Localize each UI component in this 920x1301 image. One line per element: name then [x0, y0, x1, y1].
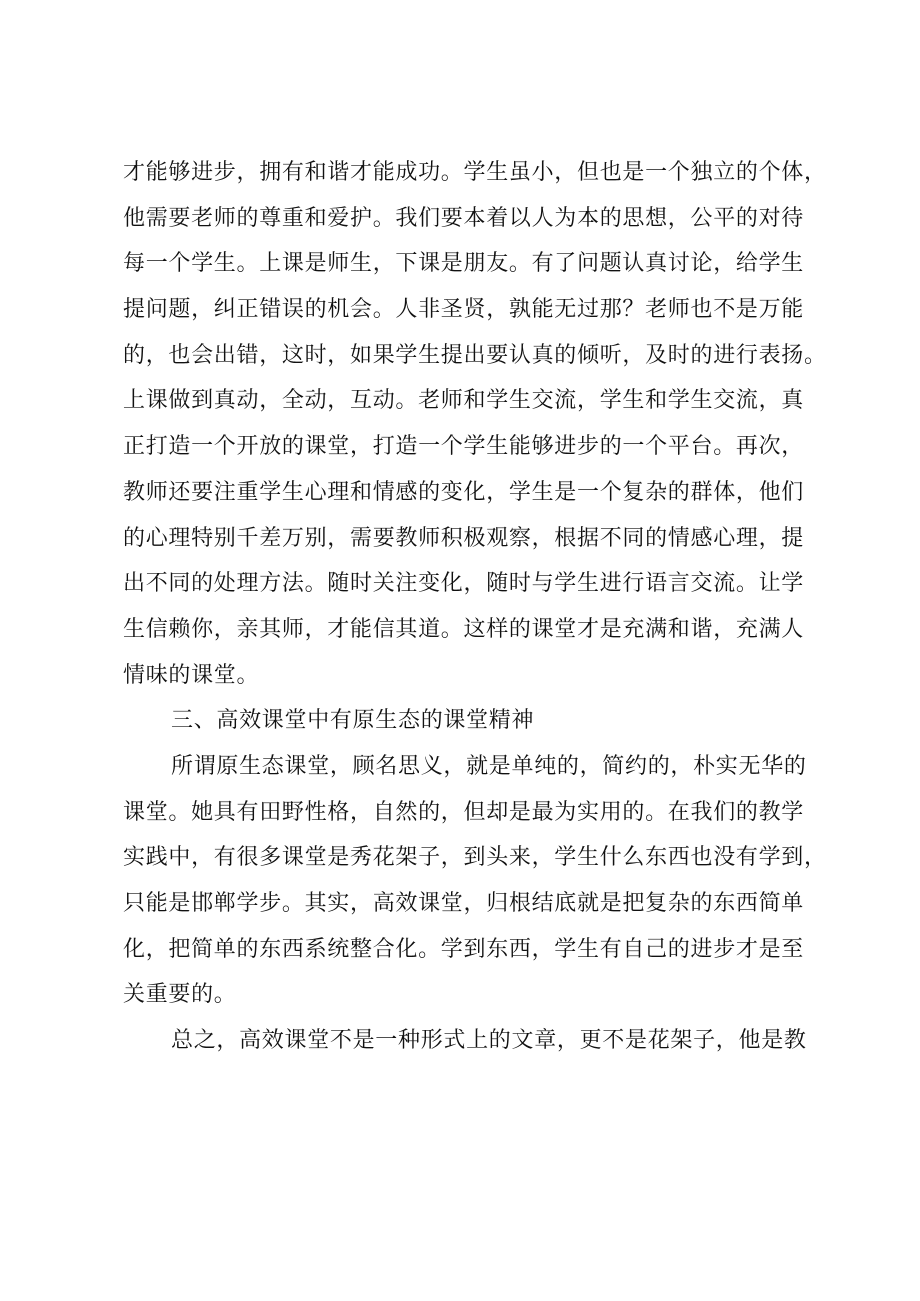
text-line: 的心理特别千差万别，需要教师积极观察，根据不同的情感心理，提 — [123, 525, 805, 551]
text-line: 教师还要注重学生心理和情感的变化，学生是一个复杂的群体，他们 — [123, 479, 805, 505]
text-line: 情味的课堂。 — [123, 662, 260, 688]
text-line: 提问题，纠正错误的机会。人非圣贤，孰能无过那？老师也不是万能 — [123, 297, 805, 323]
text-line: 生信赖你，亲其师，才能信其道。这样的课堂才是充满和谐，充满人 — [123, 616, 805, 642]
text-line: 才能够进步，拥有和谐才能成功。学生虽小，但也是一个独立的个体， — [123, 160, 827, 185]
text-line: 总之，高效课堂不是一种形式上的文章，更不是花架子，他是教 — [171, 1028, 807, 1054]
text-line: 所谓原生态课堂，顾名思义，就是单纯的，简约的，朴实无华的 — [171, 753, 807, 779]
text-line: 每一个学生。上课是师生，下课是朋友。有了问题认真讨论，给学生 — [123, 251, 805, 277]
text-line: 关重要的。 — [123, 982, 237, 1008]
section-heading: 三、高效课堂中有原生态的课堂精神 — [171, 708, 535, 734]
text-line: 实践中，有很多课堂是秀花架子，到头来，学生什么东西也没有学到， — [123, 845, 827, 871]
text-line: 他需要老师的尊重和爱护。我们要本着以人为本的思想，公平的对待 — [123, 205, 805, 231]
text-line: 只能是邯郸学步。其实，高效课堂，归根结底就是把复杂的东西简单 — [123, 891, 805, 916]
text-line: 出不同的处理方法。随时关注变化，随时与学生进行语言交流。让学 — [123, 571, 805, 597]
text-line: 课堂。她具有田野性格，自然的，但却是最为实用的。在我们的教学 — [123, 799, 805, 825]
text-line: 正打造一个开放的课堂，打造一个学生能够进步的一个平台。再次， — [123, 434, 805, 460]
body-text — [123, 150, 827, 1064]
text-line: 化，把简单的东西系统整合化。学到东西，学生有自己的进步才是至 — [123, 936, 805, 962]
text-line: 上课做到真动，全动，互动。老师和学生交流，学生和学生交流，真 — [123, 388, 805, 414]
text-line: 的，也会出错，这时，如果学生提出要认真的倾听，及时的进行表扬。 — [123, 342, 827, 368]
